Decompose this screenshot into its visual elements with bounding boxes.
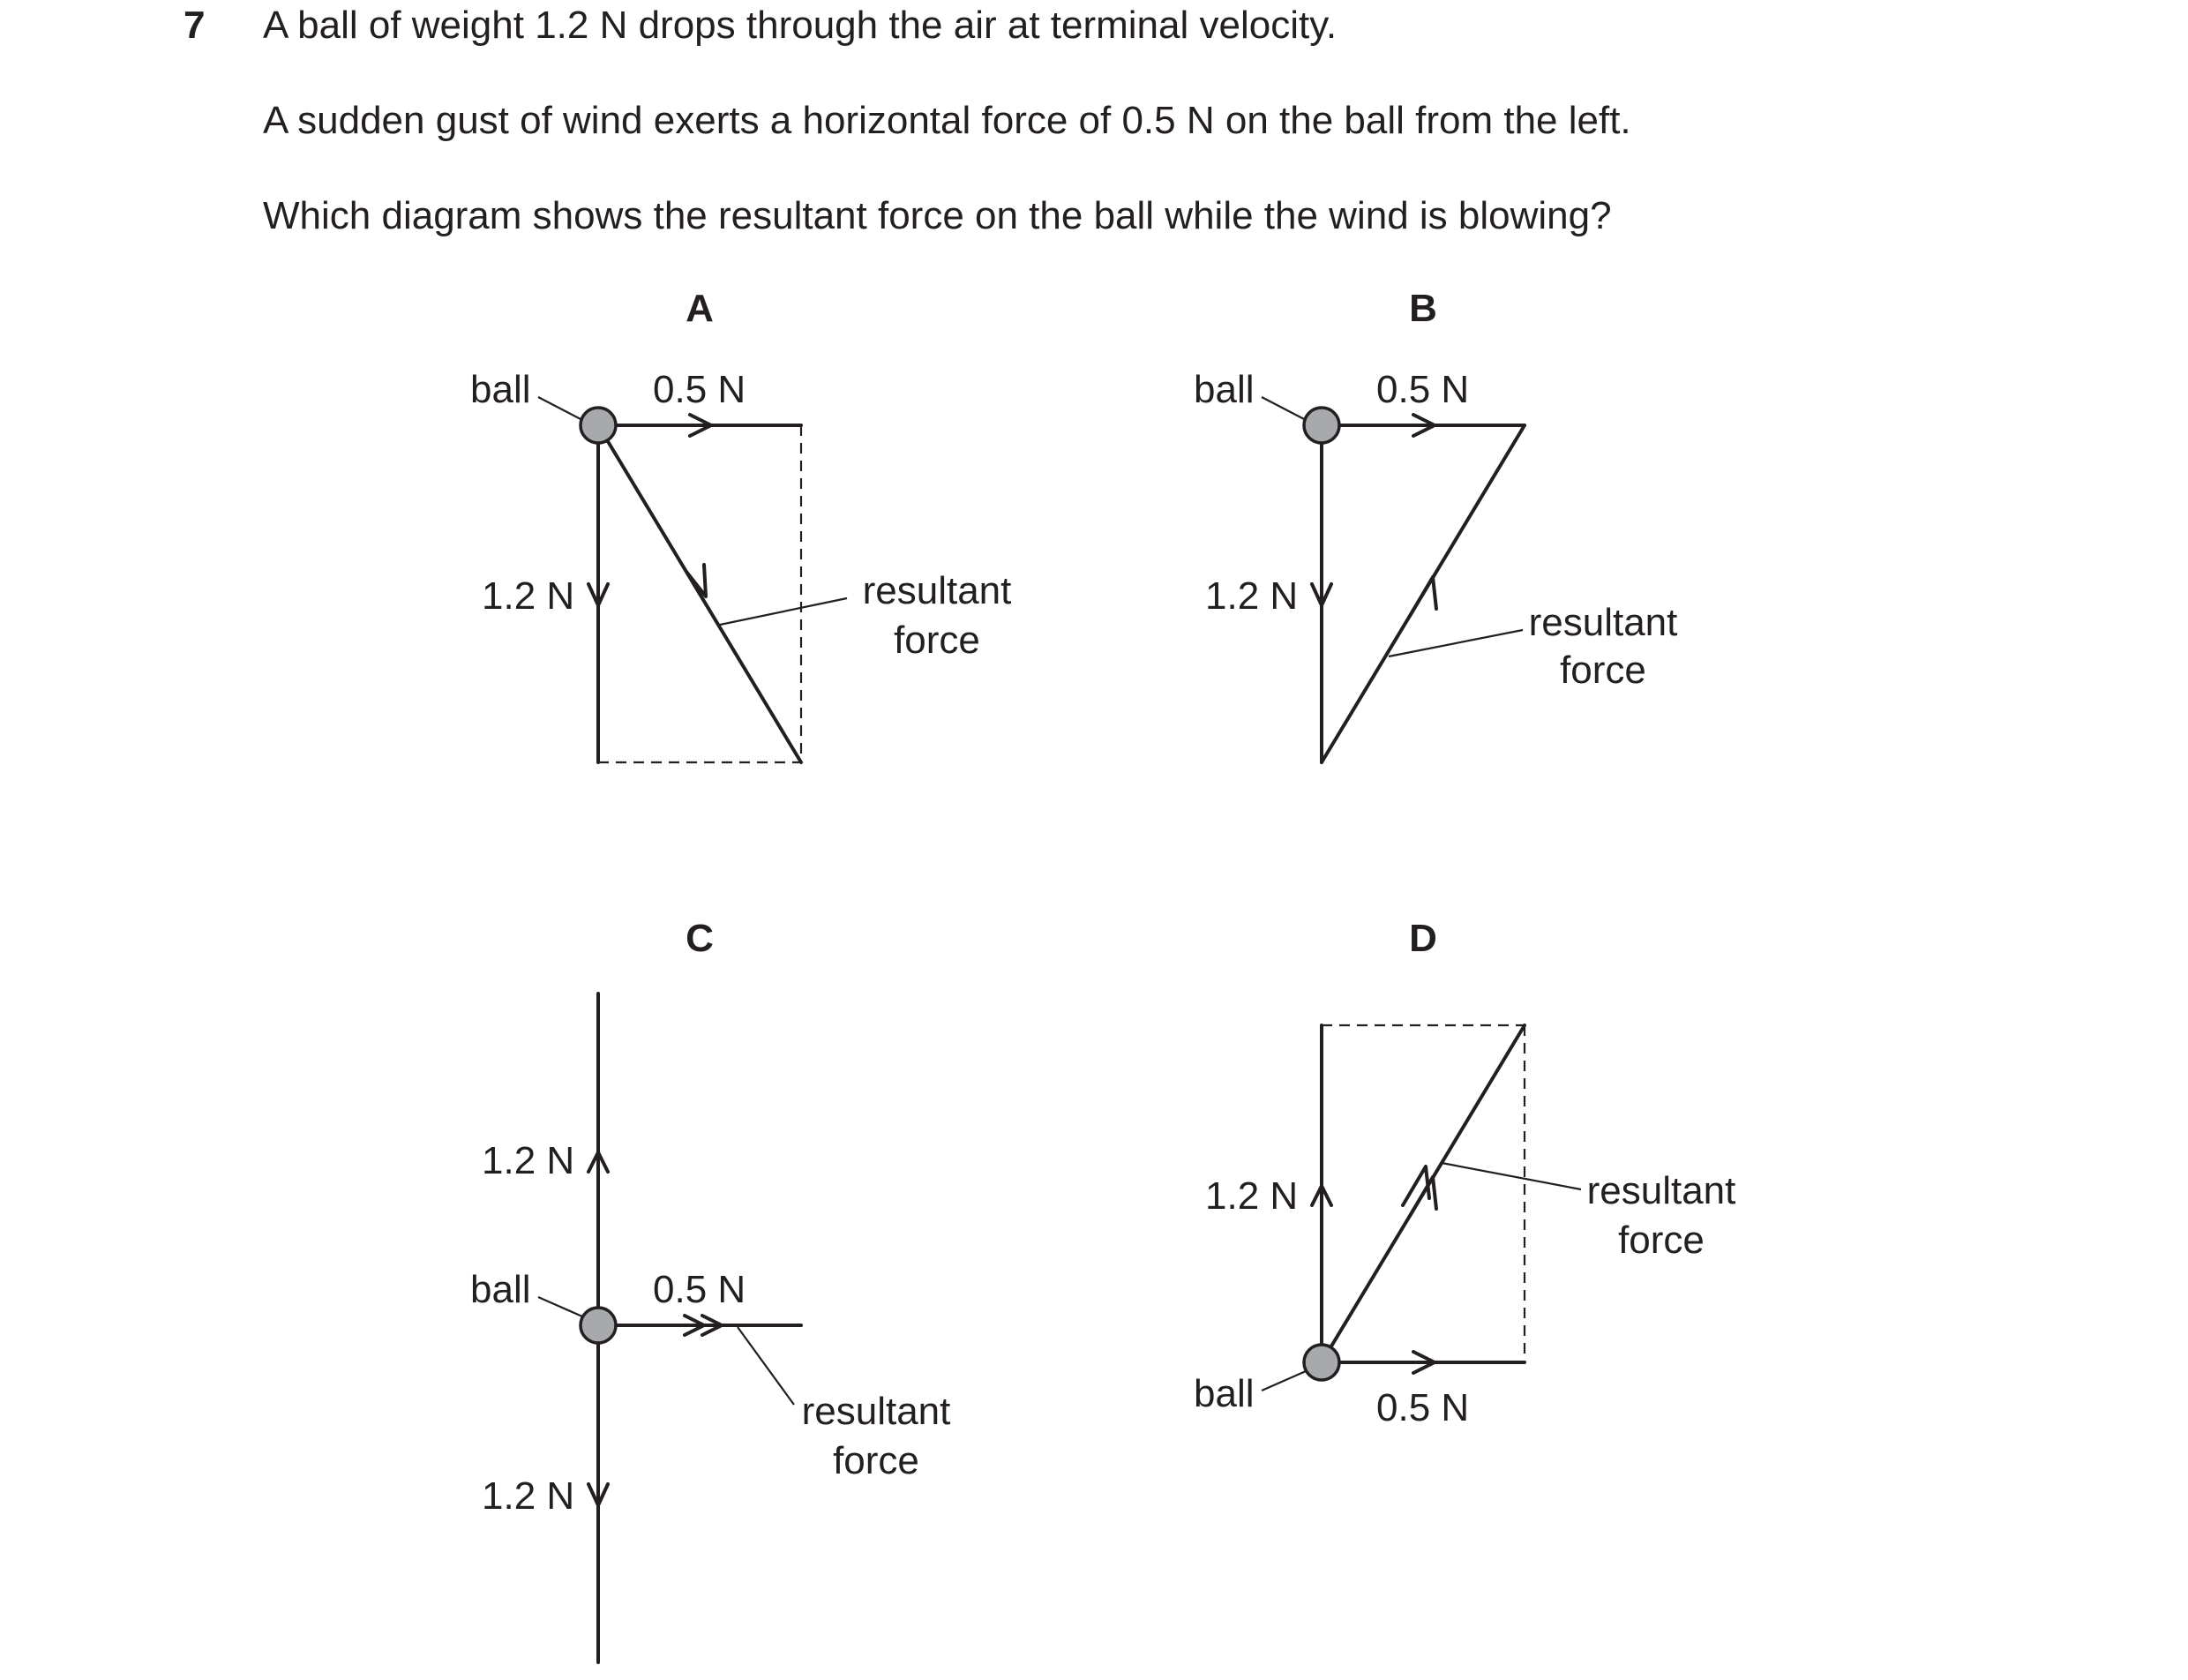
question-line-2: A sudden gust of wind exerts a horizontal force of 0.5 N on the ball from the left. xyxy=(263,99,1631,142)
ball-leader-line xyxy=(1262,397,1306,420)
option-c-label: C xyxy=(686,917,714,960)
resultant-label-1: resultant xyxy=(1586,1169,1736,1212)
horizontal-force-label: 0.5 N xyxy=(653,1268,746,1311)
question-line-3: Which diagram shows the resultant force on the ball while the wind is blowing? xyxy=(263,194,1612,237)
resultant-leader-line xyxy=(1389,630,1523,656)
vertical-force-label: 1.2 N xyxy=(1205,1174,1299,1218)
diagram-d xyxy=(1194,917,1735,1429)
ball xyxy=(581,1308,616,1343)
option-d-label: D xyxy=(1409,917,1437,960)
ball-leader-line xyxy=(538,1297,582,1316)
down-force-label: 1.2 N xyxy=(482,1474,575,1518)
resultant-label-2: force xyxy=(1618,1219,1705,1262)
resultant-label-1: resultant xyxy=(1528,601,1678,644)
ball-label: ball xyxy=(1194,1372,1255,1415)
ball-leader-line xyxy=(538,397,582,420)
horizontal-force-label: 0.5 N xyxy=(1376,368,1470,411)
option-b-label: B xyxy=(1409,287,1437,330)
resultant-leader-line xyxy=(720,598,847,625)
diagram-c xyxy=(470,917,950,1662)
resultant-label-2: force xyxy=(894,619,980,662)
option-a-label: A xyxy=(686,287,714,330)
ball-label: ball xyxy=(470,1268,531,1311)
ball xyxy=(1304,408,1339,443)
resultant-label-2: force xyxy=(1560,649,1646,692)
resultant-arrowhead xyxy=(686,565,706,596)
resultant-line xyxy=(598,425,801,762)
resultant-arrowhead-1 xyxy=(1410,1177,1436,1216)
resultant-leader-line xyxy=(738,1327,794,1405)
ball-label: ball xyxy=(470,368,531,411)
diagram-a xyxy=(470,287,1011,762)
vertical-force-label: 1.2 N xyxy=(482,574,575,618)
question-line-1: A ball of weight 1.2 N drops through the air at terminal velocity. xyxy=(263,4,1338,47)
resultant-arrowhead-2 xyxy=(1403,1166,1429,1205)
resultant-arrowhead xyxy=(1410,577,1436,616)
ball xyxy=(1304,1345,1339,1380)
ball-label: ball xyxy=(1194,368,1255,411)
resultant-leader-line xyxy=(1442,1163,1581,1189)
horizontal-force-label: 0.5 N xyxy=(1376,1386,1470,1429)
ball-leader-line xyxy=(1262,1371,1306,1391)
resultant-label-2: force xyxy=(833,1439,919,1482)
vertical-force-label: 1.2 N xyxy=(1205,574,1299,618)
ball xyxy=(581,408,616,443)
resultant-label-1: resultant xyxy=(801,1390,951,1433)
question-number: 7 xyxy=(184,4,206,47)
diagram-b xyxy=(1194,287,1677,762)
resultant-label-1: resultant xyxy=(862,569,1012,612)
up-force-label: 1.2 N xyxy=(482,1139,575,1182)
horizontal-force-label: 0.5 N xyxy=(653,368,746,411)
